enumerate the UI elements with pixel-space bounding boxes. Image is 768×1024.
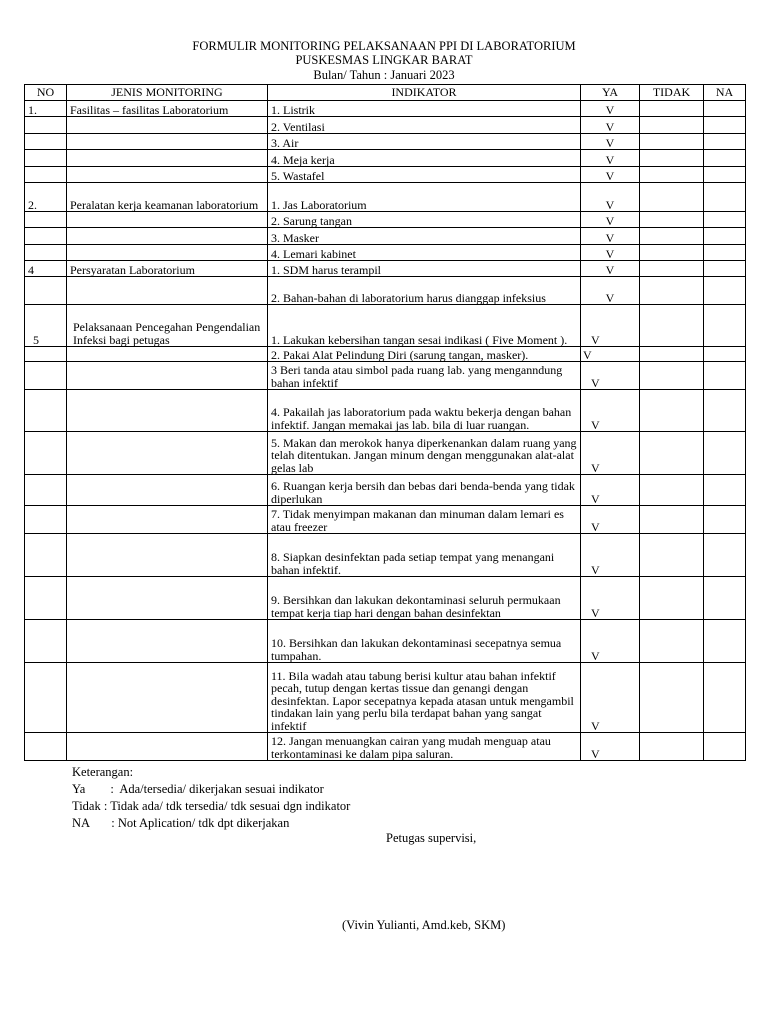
cell-jenis	[67, 620, 268, 663]
cell-no	[25, 117, 67, 134]
cell-tidak	[640, 150, 704, 167]
cell-indikator: 1. Lakukan kebersihan tangan sesai indikasi ( Five Moment ).	[268, 305, 581, 347]
table-row	[25, 228, 746, 245]
cell-jenis	[67, 167, 268, 183]
cell-ya: V	[581, 663, 640, 733]
cell-na	[704, 390, 746, 432]
cell-na	[704, 362, 746, 390]
cell-tidak	[640, 167, 704, 183]
cell-tidak	[640, 577, 704, 620]
cell-jenis	[67, 534, 268, 577]
cell-ya: V	[581, 362, 640, 390]
cell-ya: V	[581, 733, 640, 761]
cell-indikator: 8. Siapkan desinfektan pada setiap tempat yang menangani bahan infektif.	[268, 534, 581, 577]
cell-na	[704, 663, 746, 733]
table-row	[25, 305, 746, 347]
table-row	[25, 577, 746, 620]
cell-na	[704, 117, 746, 134]
cell-no	[25, 228, 67, 245]
cell-tidak	[640, 305, 704, 347]
cell-na	[704, 245, 746, 261]
cell-na	[704, 475, 746, 506]
cell-jenis	[67, 134, 268, 150]
cell-tidak	[640, 620, 704, 663]
table-row	[25, 534, 746, 577]
cell-no: 2.	[25, 183, 67, 212]
col-header-indikator: INDIKATOR	[268, 85, 581, 101]
cell-na	[704, 577, 746, 620]
table-row	[25, 212, 746, 228]
cell-no	[25, 347, 67, 362]
cell-jenis: Fasilitas – fasilitas Laboratorium	[67, 101, 268, 117]
table-row	[25, 432, 746, 475]
cell-jenis	[67, 228, 268, 245]
cell-tidak	[640, 432, 704, 475]
legend-ya: Ya : Ada/tersedia/ dikerjakan sesuai indikator	[72, 782, 324, 796]
cell-tidak	[640, 506, 704, 534]
cell-tidak	[640, 212, 704, 228]
cell-no	[25, 506, 67, 534]
cell-tidak	[640, 183, 704, 212]
cell-na	[704, 183, 746, 212]
cell-jenis	[67, 475, 268, 506]
cell-na	[704, 212, 746, 228]
cell-jenis	[67, 432, 268, 475]
table-row	[25, 245, 746, 261]
cell-tidak	[640, 362, 704, 390]
cell-tidak	[640, 733, 704, 761]
table-row	[25, 362, 746, 390]
cell-ya: V	[581, 305, 640, 347]
cell-indikator: 1. Listrik	[268, 101, 581, 117]
cell-na	[704, 228, 746, 245]
cell-jenis: Persyaratan Laboratorium	[67, 261, 268, 277]
cell-jenis	[67, 117, 268, 134]
cell-indikator: 1. Jas Laboratorium	[268, 183, 581, 212]
cell-ya: V	[581, 117, 640, 134]
cell-no	[25, 167, 67, 183]
table-row	[25, 506, 746, 534]
table-row	[25, 167, 746, 183]
table-row	[25, 101, 746, 117]
cell-indikator: 4. Lemari kabinet	[268, 245, 581, 261]
cell-tidak	[640, 245, 704, 261]
cell-jenis	[67, 212, 268, 228]
cell-no: 4	[25, 261, 67, 277]
cell-tidak	[640, 534, 704, 577]
cell-no	[25, 362, 67, 390]
form-period: Bulan/ Tahun : Januari 2023	[313, 68, 455, 82]
signature-label: Petugas supervisi,	[386, 831, 477, 845]
col-header-ya: YA	[581, 85, 640, 101]
col-header-na: NA	[704, 85, 746, 101]
cell-na	[704, 506, 746, 534]
cell-ya: V	[581, 150, 640, 167]
cell-ya: V	[581, 212, 640, 228]
cell-ya: V	[581, 277, 640, 305]
cell-indikator: 2. Bahan-bahan di laboratorium harus dianggap infeksius	[268, 277, 581, 305]
cell-no: 1.	[25, 101, 67, 117]
cell-jenis	[67, 245, 268, 261]
cell-no	[25, 390, 67, 432]
legend-na: NA : Not Aplication/ tdk dpt dikerjakan	[72, 816, 290, 830]
cell-jenis: Pelaksanaan Pencegahan Pengendalian Infeksi bagi petugas	[67, 305, 268, 347]
col-header-jenis: JENIS MONITORING	[67, 85, 268, 101]
cell-ya: V	[581, 261, 640, 277]
cell-na	[704, 167, 746, 183]
cell-tidak	[640, 390, 704, 432]
signature-name: (Vivin Yulianti, Amd.keb, SKM)	[342, 918, 506, 932]
form-title: FORMULIR MONITORING PELAKSANAAN PPI DI LABORATORIUM	[192, 39, 576, 53]
table-row	[25, 347, 746, 362]
cell-jenis	[67, 277, 268, 305]
cell-indikator: 12. Jangan menuangkan cairan yang mudah menguap atau terkontaminasi ke dalam pipa saluran.	[268, 733, 581, 761]
cell-tidak	[640, 663, 704, 733]
cell-tidak	[640, 261, 704, 277]
table-row	[25, 134, 746, 150]
cell-na	[704, 277, 746, 305]
cell-na	[704, 261, 746, 277]
cell-na	[704, 534, 746, 577]
cell-na	[704, 150, 746, 167]
cell-ya: V	[581, 577, 640, 620]
cell-na	[704, 620, 746, 663]
table-row	[25, 277, 746, 305]
cell-ya: V	[581, 183, 640, 212]
cell-indikator: 2. Pakai Alat Pelindung Diri (sarung tangan, masker).	[268, 347, 581, 362]
form-subtitle: PUSKESMAS LINGKAR BARAT	[295, 53, 473, 67]
cell-indikator: 10. Bersihkan dan lakukan dekontaminasi secepatnya semua tumpahan.	[268, 620, 581, 663]
cell-indikator: 1. SDM harus terampil	[268, 261, 581, 277]
cell-ya: V	[581, 534, 640, 577]
cell-ya: V	[581, 390, 640, 432]
cell-na	[704, 305, 746, 347]
cell-ya: V	[581, 475, 640, 506]
cell-ya: V	[581, 432, 640, 475]
cell-na	[704, 432, 746, 475]
table-row	[25, 663, 746, 733]
table-header-row	[25, 85, 746, 101]
cell-jenis	[67, 347, 268, 362]
cell-indikator: 6. Ruangan kerja bersih dan bebas dari benda-benda yang tidak diperlukan	[268, 475, 581, 506]
legend-tidak: Tidak : Tidak ada/ tdk tersedia/ tdk sesuai dgn indikator	[72, 799, 351, 813]
cell-jenis	[67, 362, 268, 390]
cell-no	[25, 277, 67, 305]
cell-indikator: 5. Wastafel	[268, 167, 581, 183]
cell-no	[25, 245, 67, 261]
cell-no	[25, 663, 67, 733]
table-row	[25, 620, 746, 663]
cell-no	[25, 733, 67, 761]
cell-ya: V	[581, 228, 640, 245]
table-row	[25, 117, 746, 134]
cell-indikator: 4. Pakailah jas laboratorium pada waktu bekerja dengan bahan infektif. Jangan memakai jas lab. bila di luar ruangan.	[268, 390, 581, 432]
table-row	[25, 150, 746, 167]
table-row	[25, 475, 746, 506]
cell-indikator: 2. Ventilasi	[268, 117, 581, 134]
legend-heading: Keterangan:	[72, 765, 134, 779]
cell-indikator: 2. Sarung tangan	[268, 212, 581, 228]
cell-indikator: 3 Beri tanda atau simbol pada ruang lab. yang menganndung bahan infektif	[268, 362, 581, 390]
cell-jenis	[67, 150, 268, 167]
cell-indikator: 3. Masker	[268, 228, 581, 245]
table-row	[25, 390, 746, 432]
cell-ya: V	[581, 167, 640, 183]
cell-ya: V	[581, 620, 640, 663]
cell-indikator: 5. Makan dan merokok hanya diperkenankan dalam ruang yang telah ditentukan. Jangan minum dengan menggunakan alat-alat gelas lab	[268, 432, 581, 475]
cell-na	[704, 101, 746, 117]
cell-tidak	[640, 228, 704, 245]
cell-indikator: 4. Meja kerja	[268, 150, 581, 167]
table-row	[25, 183, 746, 212]
cell-ya: V	[581, 134, 640, 150]
cell-no	[25, 475, 67, 506]
cell-jenis	[67, 506, 268, 534]
cell-na	[704, 134, 746, 150]
cell-ya: V	[581, 506, 640, 534]
cell-no: 5	[25, 305, 67, 347]
cell-tidak	[640, 475, 704, 506]
cell-tidak	[640, 347, 704, 362]
cell-ya: V	[581, 347, 640, 362]
cell-indikator: 3. Air	[268, 134, 581, 150]
cell-ya: V	[581, 101, 640, 117]
cell-jenis: Peralatan kerja keamanan laboratorium	[67, 183, 268, 212]
cell-ya: V	[581, 245, 640, 261]
cell-indikator: 9. Bersihkan dan lakukan dekontaminasi seluruh permukaan tempat kerja tiap hari dengan bahan desinfektan	[268, 577, 581, 620]
cell-no	[25, 534, 67, 577]
cell-jenis	[67, 577, 268, 620]
cell-jenis	[67, 733, 268, 761]
monitoring-table	[24, 84, 746, 761]
cell-tidak	[640, 277, 704, 305]
cell-jenis	[67, 390, 268, 432]
col-header-tidak: TIDAK	[640, 85, 704, 101]
cell-tidak	[640, 101, 704, 117]
cell-tidak	[640, 117, 704, 134]
cell-na	[704, 347, 746, 362]
cell-jenis	[67, 663, 268, 733]
cell-no	[25, 134, 67, 150]
col-header-no: NO	[25, 85, 67, 101]
cell-no	[25, 212, 67, 228]
cell-na	[704, 733, 746, 761]
cell-no	[25, 432, 67, 475]
cell-no	[25, 620, 67, 663]
cell-indikator: 11. Bila wadah atau tabung berisi kultur atau bahan infektif pecah, tutup dengan kertas tissue dan genangi dengan desinfektan. Lapor secepatnya kepada atasan untuk mengambil tindakan lain yang perlu bila terdapat bahan yang sangat infektif	[268, 663, 581, 733]
table-row	[25, 261, 746, 277]
cell-no	[25, 150, 67, 167]
cell-no	[25, 577, 67, 620]
cell-tidak	[640, 134, 704, 150]
cell-indikator: 7. Tidak menyimpan makanan dan minuman dalam lemari es atau freezer	[268, 506, 581, 534]
table-row	[25, 733, 746, 761]
